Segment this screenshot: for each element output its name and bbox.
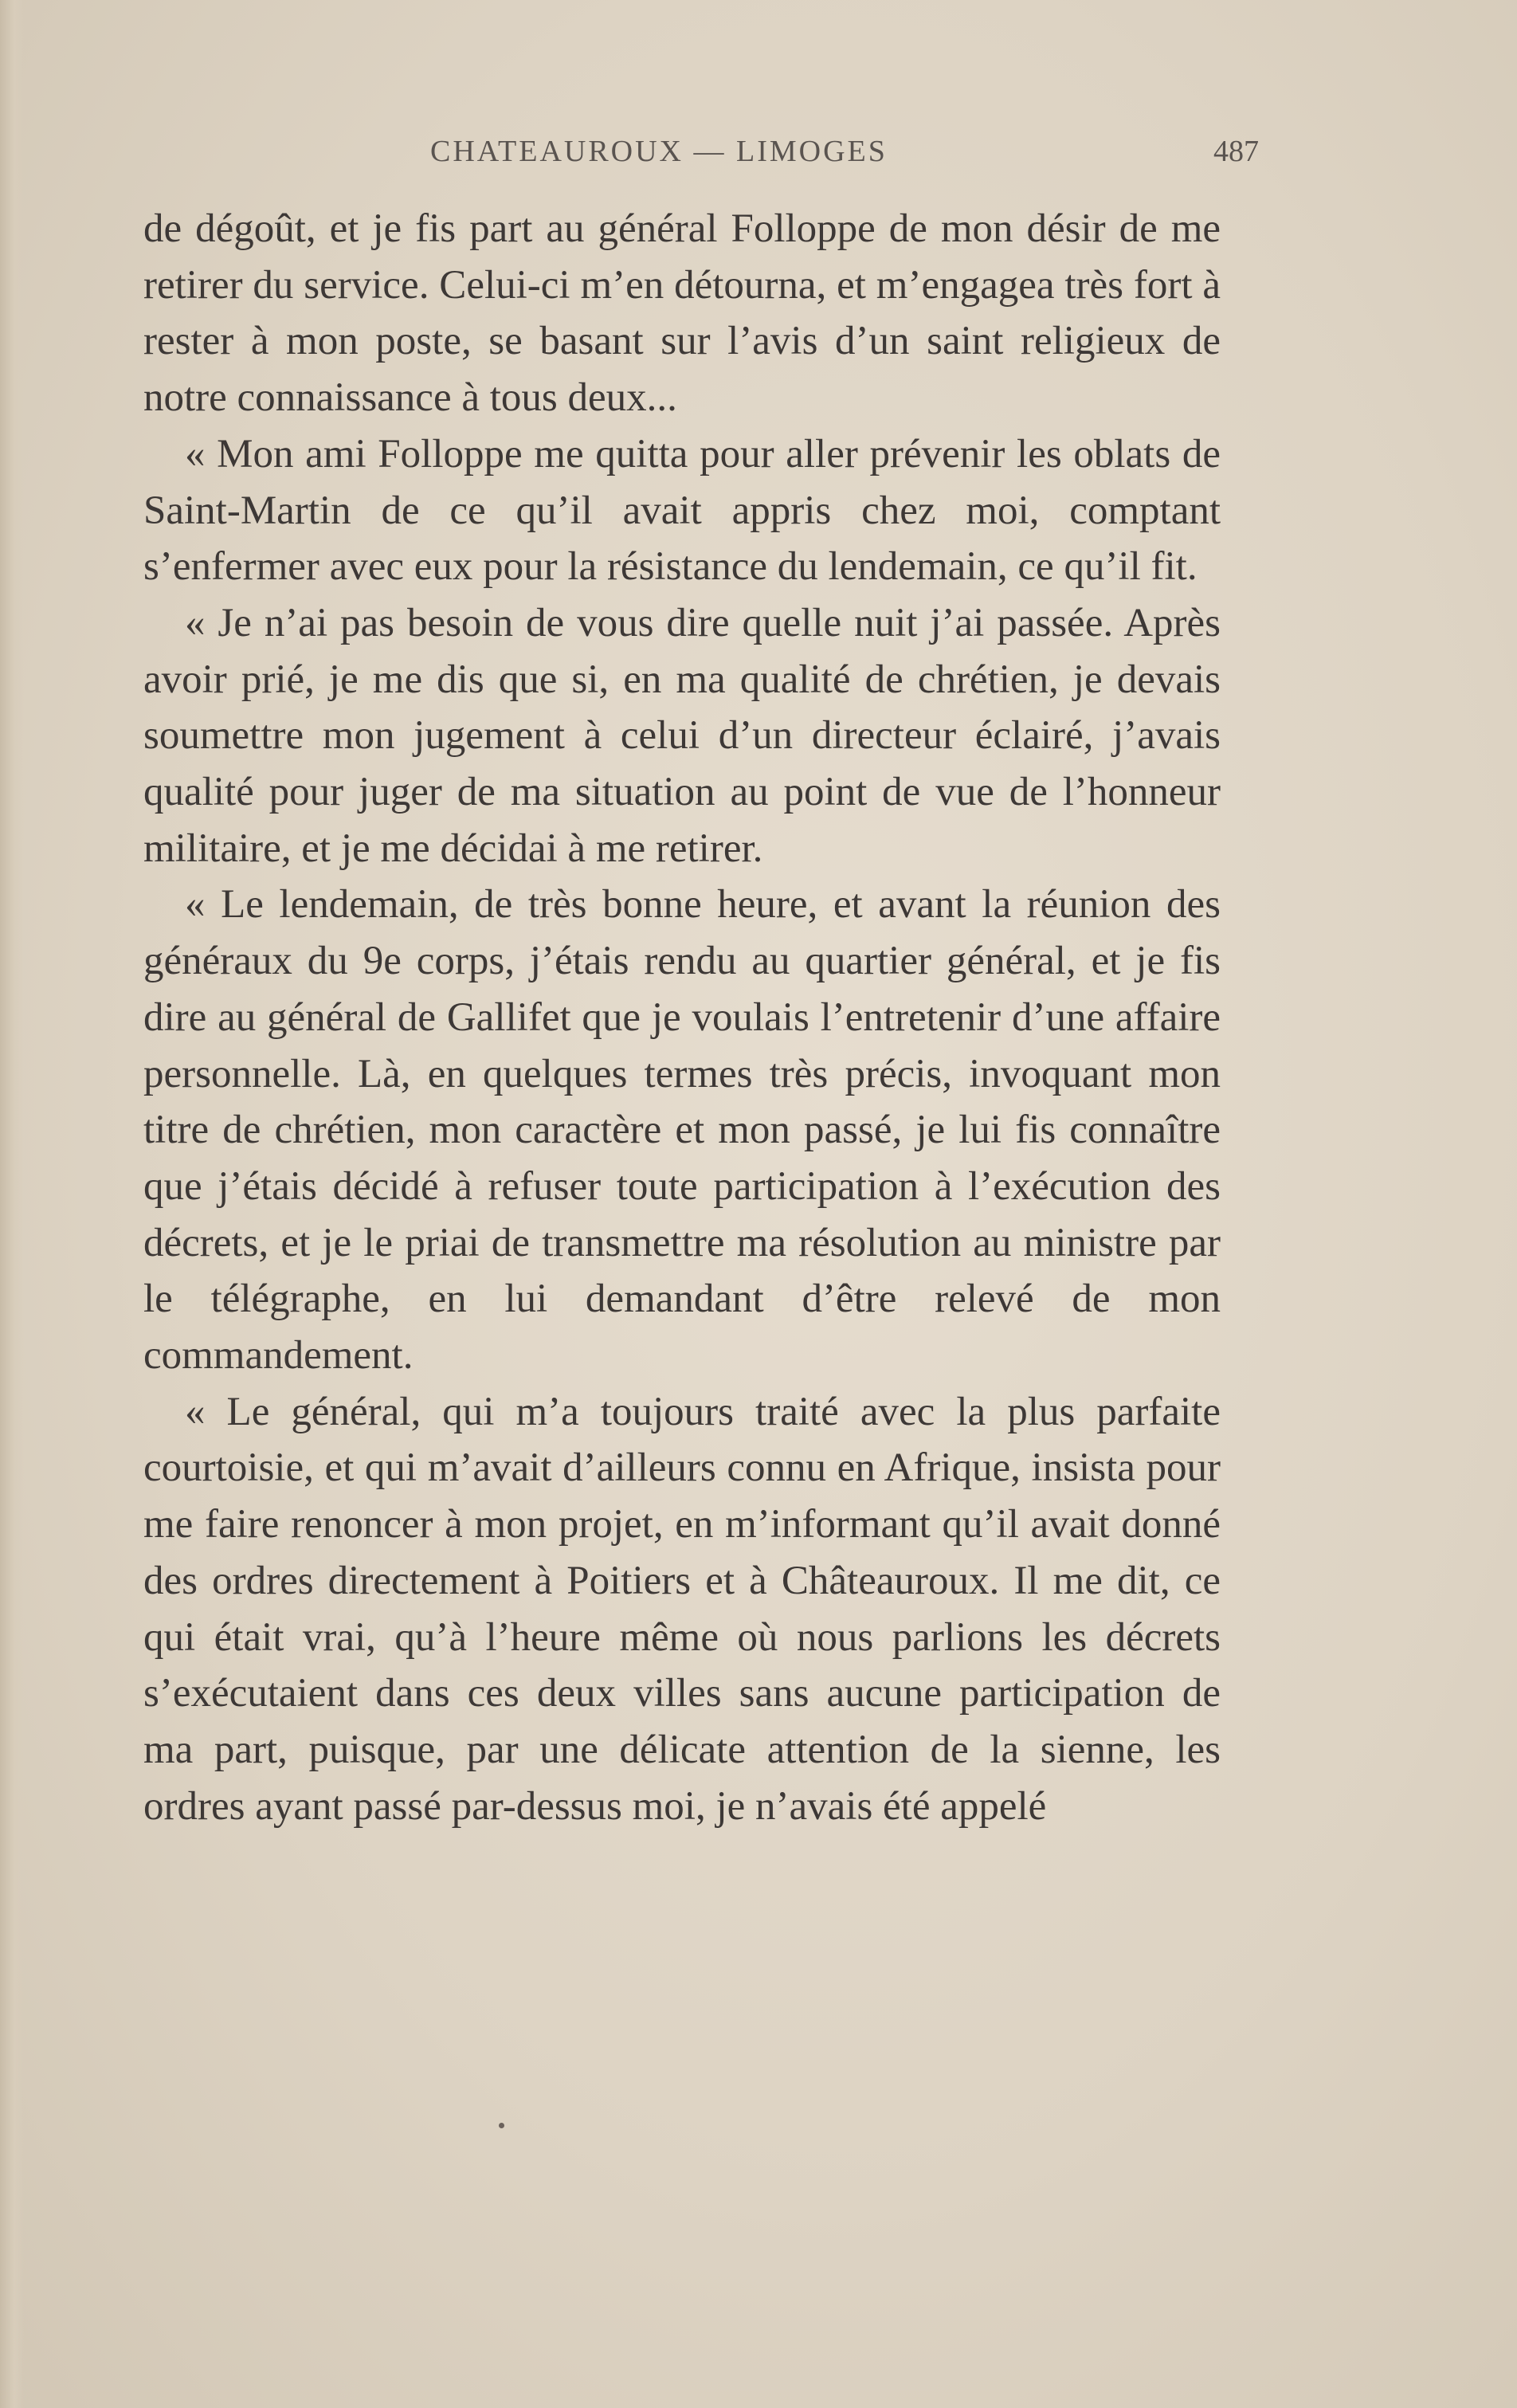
- paragraph-4: « Le lendemain, de très bonne heure, et avant la réunion des généraux du 9e corps, j’étais rendu au quartier général, et je fis dire au général de Gallifet que je voulais l’entretenir d’une affaire personnelle. Là, en quelques termes très précis, invoquant mon titre de chrétien, mon caractère et mon passé, je lui fis connaître que j’étais décidé à refuser toute participation à l’exécution des décrets, et je le priai de transmettre ma résolution au ministre par le télégraphe, en lui demandant d’être relevé de mon commandement.: [143, 882, 1221, 1379]
- page-number: 487: [1213, 135, 1259, 168]
- page-binding-edge: [0, 0, 24, 2408]
- paragraph-5: « Le général, qui m’a toujours traité avec la plus parfaite courtoisie, et qui m’avait d’ailleurs connu en Afrique, insista pour me faire renoncer à mon projet, en m’informant qu’il avait donné des ordres directement à Poitiers et à Châteauroux. Il me dit, ce qui était vrai, qu’à l’heure même où nous parlions les décrets s’exécutaient dans ces deux villes sans aucune participation de ma part, puisque, par une délicate attention de la sienne, les ordres ayant passé par-dessus moi, je n’avais été appelé: [143, 1389, 1221, 1829]
- paragraph-2: « Mon ami Folloppe me quitta pour aller prévenir les oblats de Saint-Martin de ce qu’il avait appris chez moi, comptant s’enfermer avec eux pour la résistance du lendemain, ce qu’il fit.: [143, 431, 1221, 590]
- paragraph-3: « Je n’ai pas besoin de vous dire quelle nuit j’ai passée. Après avoir prié, je me dis que si, en ma qualité de chrétien, je devais soumettre mon jugement à celui d’un directeur éclairé, j’avais qualité pour juger de ma situation au point de vue de l’honneur militaire, et je me décidai à me retirer.: [143, 600, 1221, 871]
- running-title: CHATEAUROUX — LIMOGES: [430, 135, 888, 168]
- ink-speck: [499, 2123, 504, 2128]
- paragraph-1: de dégoût, et je fis part au général Folloppe de mon désir de me retirer du service. Celui-ci m’en détourna, et m’engagea très fort à rester à mon poste, se basant sur l’avis d’un saint religieux de notre connaissance à tous deux...: [143, 206, 1221, 421]
- text-body: [143, 201, 1221, 1834]
- page-header: [143, 127, 1259, 175]
